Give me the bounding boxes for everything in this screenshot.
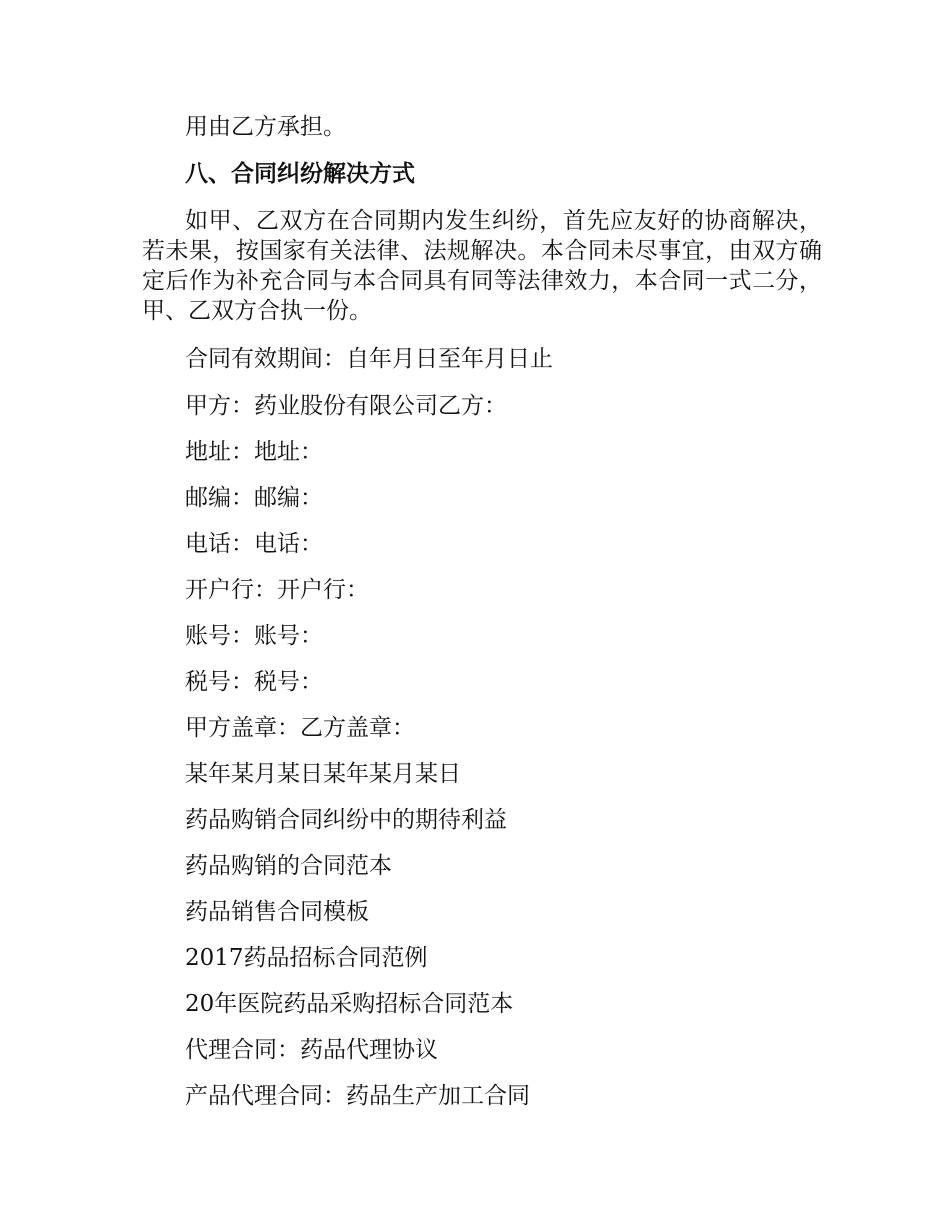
related-link-1[interactable]: 药品购销合同纠纷中的期待利益 (185, 807, 507, 833)
related-link-4[interactable]: 2017药品招标合同范例 (185, 945, 428, 971)
related-link-3[interactable]: 药品销售合同模板 (185, 899, 369, 925)
tax-line: 税号：税号： (185, 669, 323, 695)
parties-line: 甲方：药业股份有限公司乙方： (185, 393, 507, 419)
account-line: 账号：账号： (185, 623, 323, 649)
phone-line: 电话：电话： (185, 531, 323, 557)
section-heading: 八、合同纠纷解决方式 (185, 161, 415, 187)
related-link-6[interactable]: 代理合同：药品代理协议 (185, 1037, 438, 1063)
seal-line: 甲方盖章：乙方盖章： (185, 715, 415, 741)
related-link-5[interactable]: 20年医院药品采购招标合同范本 (185, 991, 514, 1017)
related-link-7[interactable]: 产品代理合同：药品生产加工合同 (185, 1083, 530, 1109)
address-line: 地址：地址： (185, 439, 323, 465)
date-line: 某年某月某日某年某月某日 (185, 761, 461, 787)
bank-line: 开户行：开户行： (185, 577, 369, 603)
dispute-paragraph: 如甲、乙双方在合同期内发生纠纷，首先应友好的协商解决，若未果，按国家有关法律、法规解决。本合同未尽事宜，由双方确定后作为补充合同与本合同具有同等法律效力，本合同一式二分，甲、乙双方合执一份。 (142, 208, 822, 324)
validity-line: 合同有效期间：自年月日至年月日止 (185, 346, 553, 372)
postcode-line: 邮编：邮编： (185, 485, 323, 511)
continuation-text: 用由乙方承担。 (185, 114, 346, 140)
related-link-2[interactable]: 药品购销的合同范本 (185, 853, 392, 879)
